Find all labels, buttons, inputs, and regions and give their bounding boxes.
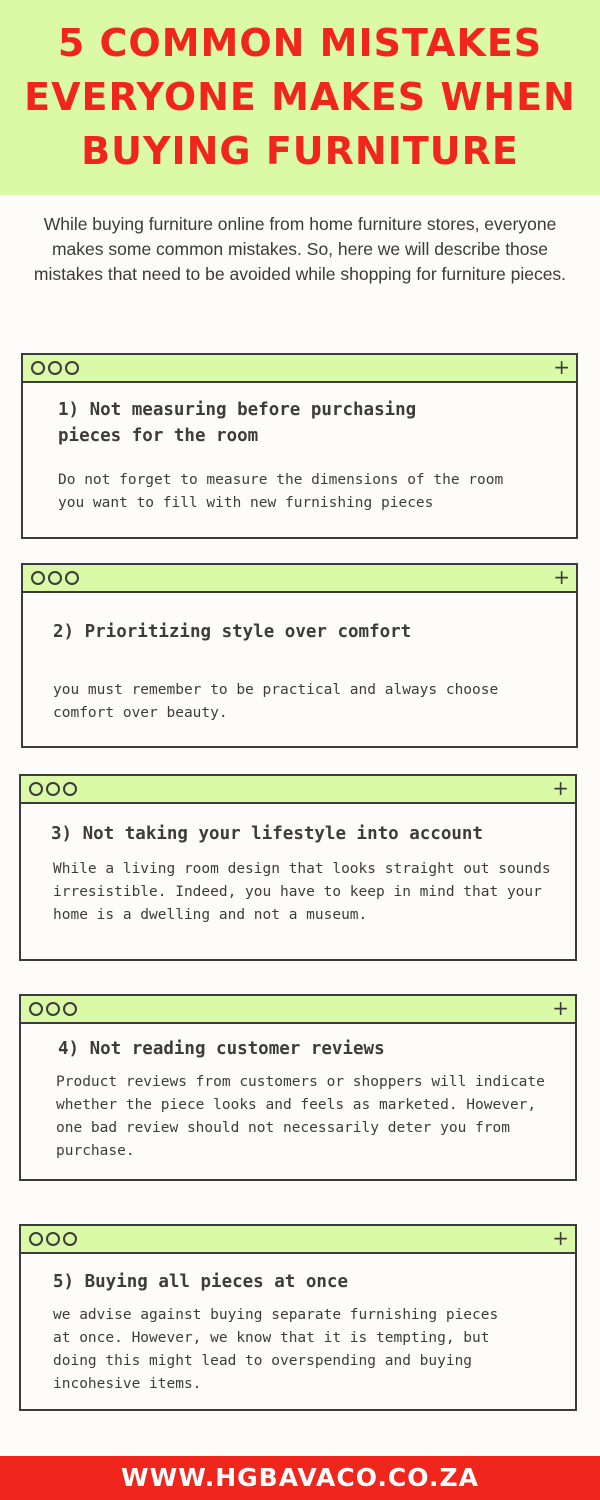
page-title: 5 COMMON MISTAKES EVERYONE MAKES WHEN BUYING FURNITURE (24, 21, 576, 173)
window-dots (29, 1002, 77, 1016)
card-title-bar (23, 565, 576, 593)
mistake-description: Do not forget to measure the dimensions of the room you want to fill with new furnishing pieces (58, 472, 504, 511)
plus-icon: + (553, 565, 570, 589)
website-url: WWW.HGBAVACO.CO.ZA (121, 1463, 479, 1492)
circle-icon (29, 1002, 43, 1016)
window-dots (31, 571, 79, 585)
mistake-heading: 3) Not taking your lifestyle into account (51, 824, 483, 844)
footer-banner (0, 1456, 600, 1500)
header-banner (0, 0, 600, 195)
circle-icon (63, 1002, 77, 1016)
plus-icon: + (552, 776, 569, 800)
circle-icon (31, 571, 45, 585)
card-title-bar (21, 1226, 575, 1254)
window-dots (29, 782, 77, 796)
circle-icon (46, 1232, 60, 1246)
mistake-heading: 5) Buying all pieces at once (53, 1272, 349, 1292)
mistake-card-3 (19, 774, 577, 961)
circle-icon (46, 1002, 60, 1016)
circle-icon (48, 571, 62, 585)
intro-paragraph: While buying furniture online from home furniture stores, everyone makes some common mistakes. So, here we will describe those mistakes that need to be avoided while shopping for furniture pieces. (33, 214, 567, 284)
circle-icon (29, 782, 43, 796)
mistake-description: you must remember to be practical and always choose comfort over beauty. (53, 682, 499, 721)
circle-icon (63, 1232, 77, 1246)
plus-icon: + (553, 355, 570, 379)
circle-icon (65, 571, 79, 585)
plus-icon: + (552, 1226, 569, 1250)
mistake-card-5 (19, 1224, 577, 1411)
circle-icon (31, 361, 45, 375)
circle-icon (65, 361, 79, 375)
mistake-description: we advise against buying separate furnishing pieces at once. However, we know that it is tempting, but doing this might lead to overspending and buying incohesive items. (53, 1307, 499, 1392)
card-title-bar (23, 355, 576, 383)
mistake-description: While a living room design that looks straight out sounds irresistible. Indeed, you have to keep in mind that your home is a dwelling and not a museum. (53, 861, 551, 923)
mistake-heading: 1) Not measuring before purchasing pieces for the room (58, 400, 417, 446)
circle-icon (48, 361, 62, 375)
circle-icon (29, 1232, 43, 1246)
window-dots (29, 1232, 77, 1246)
card-title-bar (21, 996, 575, 1024)
circle-icon (63, 782, 77, 796)
window-dots (31, 361, 79, 375)
card-title-bar (21, 776, 575, 804)
mistake-card-1 (21, 353, 578, 539)
circle-icon (46, 782, 60, 796)
mistake-heading: 4) Not reading customer reviews (58, 1039, 385, 1059)
mistake-description: Product reviews from customers or shoppers will indicate whether the piece looks and feels as marketed. However, one bad review should not necessarily deter you from purchase. (56, 1074, 545, 1159)
plus-icon: + (552, 996, 569, 1020)
mistake-heading: 2) Prioritizing style over comfort (53, 622, 412, 642)
mistake-card-4 (19, 994, 577, 1181)
mistake-card-2 (21, 563, 578, 748)
